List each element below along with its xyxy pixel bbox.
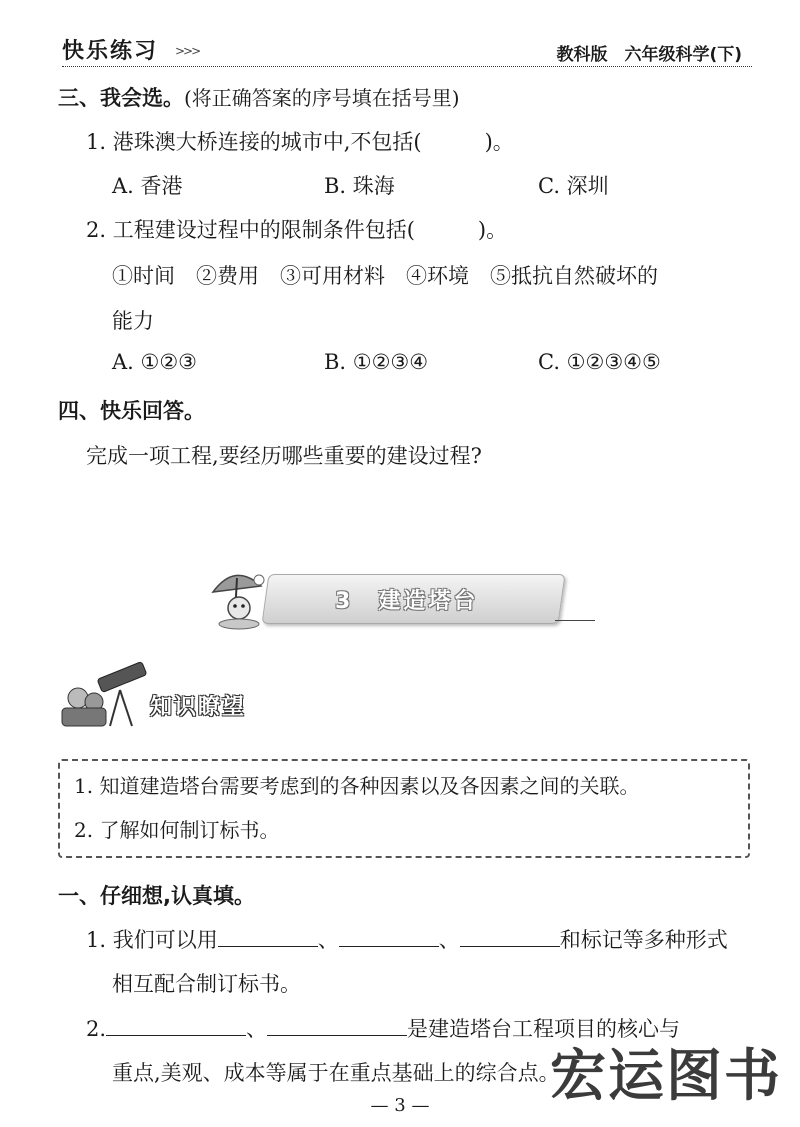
question-3-2-items: ①时间 ②费用 ③可用材料 ④环境 ⑤抵抗自然破坏的 bbox=[112, 264, 658, 288]
question-3-1-stem: 1. 港珠澳大桥连接的城市中,不包括( )。 bbox=[86, 130, 514, 154]
chevron-decoration: >>> bbox=[175, 44, 200, 58]
question-1-1-line1 bbox=[86, 924, 728, 954]
blank-5[interactable] bbox=[267, 1017, 407, 1036]
knowledge-point-1: 1. 知道建造塔台需要考虑到的各种因素以及各因素之间的关联。 bbox=[74, 774, 640, 798]
question-1-1-line2: 相互配合制订标书。 bbox=[112, 972, 301, 996]
separator: 、 bbox=[438, 928, 460, 952]
question-3-2-option-c: C. ①②③④⑤ bbox=[538, 350, 661, 374]
question-3-2-option-b: B. ①②③④ bbox=[324, 350, 429, 374]
question-1-1-text-b: 和标记等多种形式 bbox=[559, 928, 728, 952]
question-3-1-option-a: A. 香港 bbox=[112, 174, 183, 198]
blank-2[interactable] bbox=[339, 928, 439, 947]
question-3-1-option-b: B. 珠海 bbox=[324, 174, 395, 198]
lesson-title: 建造塔台 bbox=[378, 589, 479, 614]
separator: 、 bbox=[246, 1017, 268, 1041]
question-1-2-text-a: 2. bbox=[86, 1017, 107, 1041]
question-3-2-option-a: A. ①②③ bbox=[112, 350, 197, 374]
question-1-1-text-a: 1. 我们可以用 bbox=[86, 928, 218, 952]
telescope-kids-icon bbox=[58, 660, 153, 730]
lesson-banner-title bbox=[335, 584, 478, 615]
lesson-number: 3 bbox=[335, 589, 354, 614]
header-divider bbox=[62, 66, 752, 67]
section-1-title: 一、仔细想,认真填。 bbox=[58, 884, 255, 908]
page-number: — 3 — bbox=[370, 1095, 430, 1116]
section-3-title: 三、我会选。 bbox=[58, 86, 184, 110]
banner-underline bbox=[555, 620, 595, 621]
blank-4[interactable] bbox=[106, 1017, 246, 1036]
question-1-2-line2: 重点,美观、成本等属于在重点基础上的综合点。 bbox=[112, 1061, 560, 1085]
question-3-2-items-cont: 能力 bbox=[112, 309, 154, 333]
section-3-heading bbox=[58, 82, 460, 112]
header-book-info: 教科版 六年级科学(下) bbox=[556, 45, 742, 65]
question-3-1-option-c: C. 深圳 bbox=[538, 174, 609, 198]
question-3-2-stem: 2. 工程建设过程中的限制条件包括( )。 bbox=[86, 218, 508, 242]
blank-3[interactable] bbox=[460, 928, 560, 947]
knowledge-point-2: 2. 了解如何制订标书。 bbox=[74, 818, 280, 842]
section-3-note: (将正确答案的序号填在括号里) bbox=[184, 86, 460, 110]
lesson-banner bbox=[205, 562, 605, 642]
section-4-question: 完成一项工程,要经历哪些重要的建设过程? bbox=[86, 444, 482, 468]
question-1-2-text-b: 是建造塔台工程项目的核心与 bbox=[407, 1017, 681, 1041]
separator: 、 bbox=[317, 928, 339, 952]
section-4-title: 四、快乐回答。 bbox=[58, 399, 205, 423]
header-title: 快乐练习 bbox=[62, 39, 159, 64]
knowledge-title: 知识瞭望 bbox=[150, 695, 247, 720]
blank-1[interactable] bbox=[218, 928, 318, 947]
publisher-watermark: 宏运图书 bbox=[550, 1044, 782, 1109]
